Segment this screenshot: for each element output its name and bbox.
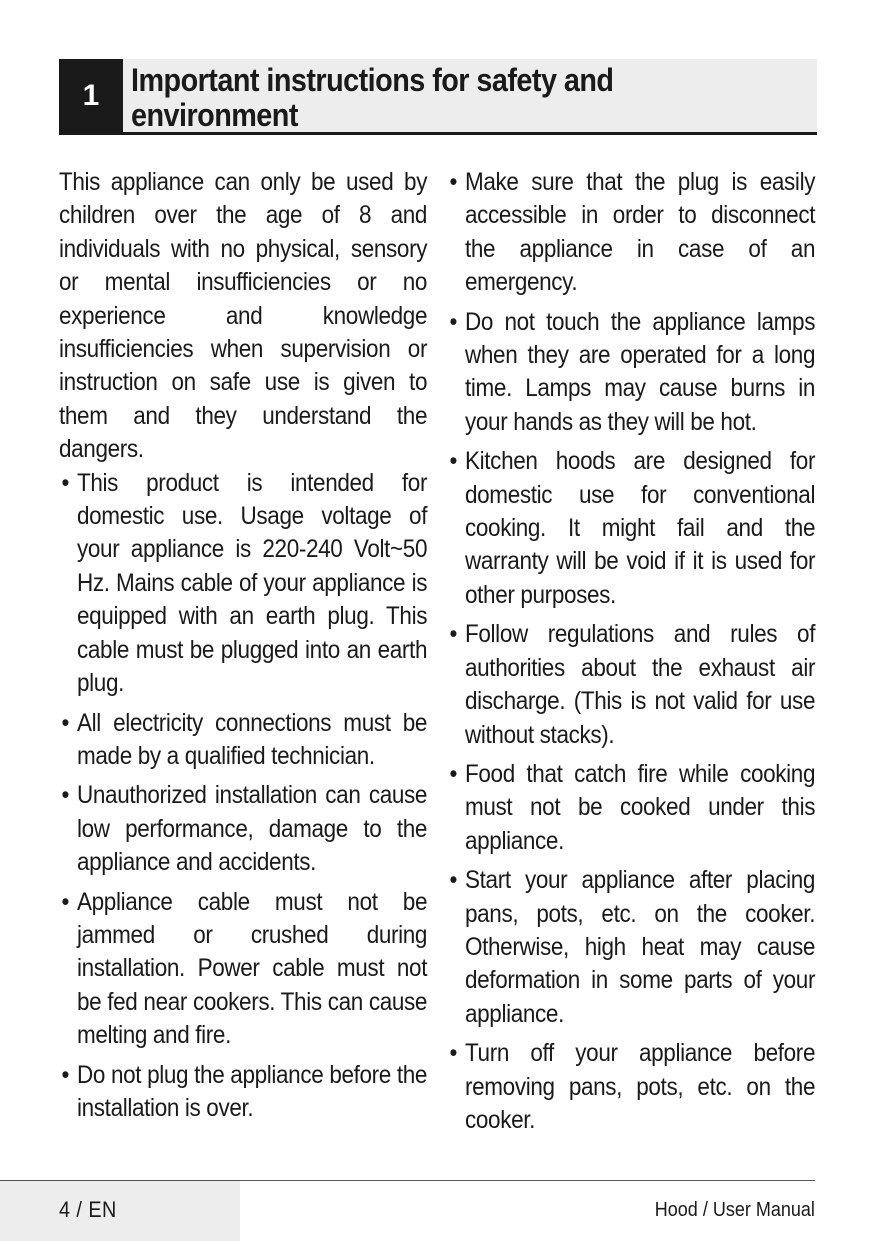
bullet-text: Turn off your appliance before removing pans, pots, etc. on the cooker. xyxy=(465,1039,816,1134)
section-number-badge: 1 xyxy=(59,59,123,132)
bullet-text: Do not touch the appliance lamps when they are operated for a long time. Lamps may cause burns in your hands as they will be hot. xyxy=(465,307,816,436)
page-number: 4 / EN xyxy=(59,1197,117,1222)
bullet-item xyxy=(59,886,427,1053)
bullet-item xyxy=(59,467,427,701)
bullet-item xyxy=(447,864,815,1031)
right-bullet-list xyxy=(447,166,815,1137)
bullet-icon: • xyxy=(61,1060,70,1089)
bullet-text: Do not plug the appliance before the installation is over. xyxy=(77,1060,428,1122)
bullet-item xyxy=(447,306,815,440)
bullet-icon: • xyxy=(449,1039,458,1068)
right-column xyxy=(447,166,815,1143)
bullet-text: All electricity connections must be made by a qualified technician. xyxy=(77,708,428,770)
bullet-text: Appliance cable must not be jammed or crushed during installation. Power cable must not be fed near cookers. This can cause melting and fire. xyxy=(77,887,428,1050)
bullet-icon: • xyxy=(61,468,70,497)
bullet-item xyxy=(59,1059,427,1126)
left-bullet-list xyxy=(59,467,427,1126)
bullet-text: Kitchen hoods are designed for domestic use for conventional cooking. It might fail and the warranty will be void if it is used for other purposes. xyxy=(465,447,816,609)
bullet-text: Make sure that the plug is easily accessible in order to disconnect the appliance in case of an emergency. xyxy=(465,168,816,297)
bullet-item xyxy=(447,1037,815,1137)
bullet-text: Start your appliance after placing pans, pots, etc. on the cooker. Otherwise, high heat may cause deformation in some parts of your appliance. xyxy=(465,866,816,1028)
bullet-icon: • xyxy=(449,866,458,895)
bullet-item xyxy=(447,758,815,858)
bullet-item xyxy=(59,779,427,879)
bullet-icon: • xyxy=(449,759,458,788)
bullet-icon: • xyxy=(61,781,70,810)
bullet-item xyxy=(447,445,815,612)
manual-title: Hood / User Manual xyxy=(654,1199,815,1221)
bullet-text: Follow regulations and rules of authorities about the exhaust air discharge. (This is not valid for use without stacks). xyxy=(465,620,816,749)
bullet-text: This product is intended for domestic use. Usage voltage of your appliance is 220-240 Volt~50 Hz. Mains cable of your appliance is equipped with an earth plug. This cable must be plugged into an earth plug. xyxy=(77,468,428,698)
footer-page-box xyxy=(0,1181,240,1241)
bullet-icon: • xyxy=(449,307,458,336)
bullet-text: Unauthorized installation can cause low performance, damage to the appliance and accidents. xyxy=(77,781,428,877)
bullet-text: Food that catch fire while cooking must not be cooked under this appliance. xyxy=(465,759,816,855)
bullet-icon: • xyxy=(449,447,458,476)
section-header xyxy=(59,59,817,135)
section-title: Important instructions for safety and environment xyxy=(131,62,614,133)
bullet-icon: • xyxy=(61,708,70,737)
bullet-item xyxy=(59,707,427,774)
bullet-icon: • xyxy=(449,620,458,649)
left-column xyxy=(59,166,427,1131)
intro-paragraph: This appliance can only be used by children over the age of 8 and individuals with no physical, sensory or mental insufficiencies or no experience and knowledge insufficiencies when supervision or instruction on safe use is given to them and they understand the dangers. xyxy=(59,168,428,464)
bullet-item xyxy=(447,166,815,300)
bullet-icon: • xyxy=(449,168,458,196)
bullet-item xyxy=(447,618,815,752)
bullet-icon: • xyxy=(61,887,70,916)
